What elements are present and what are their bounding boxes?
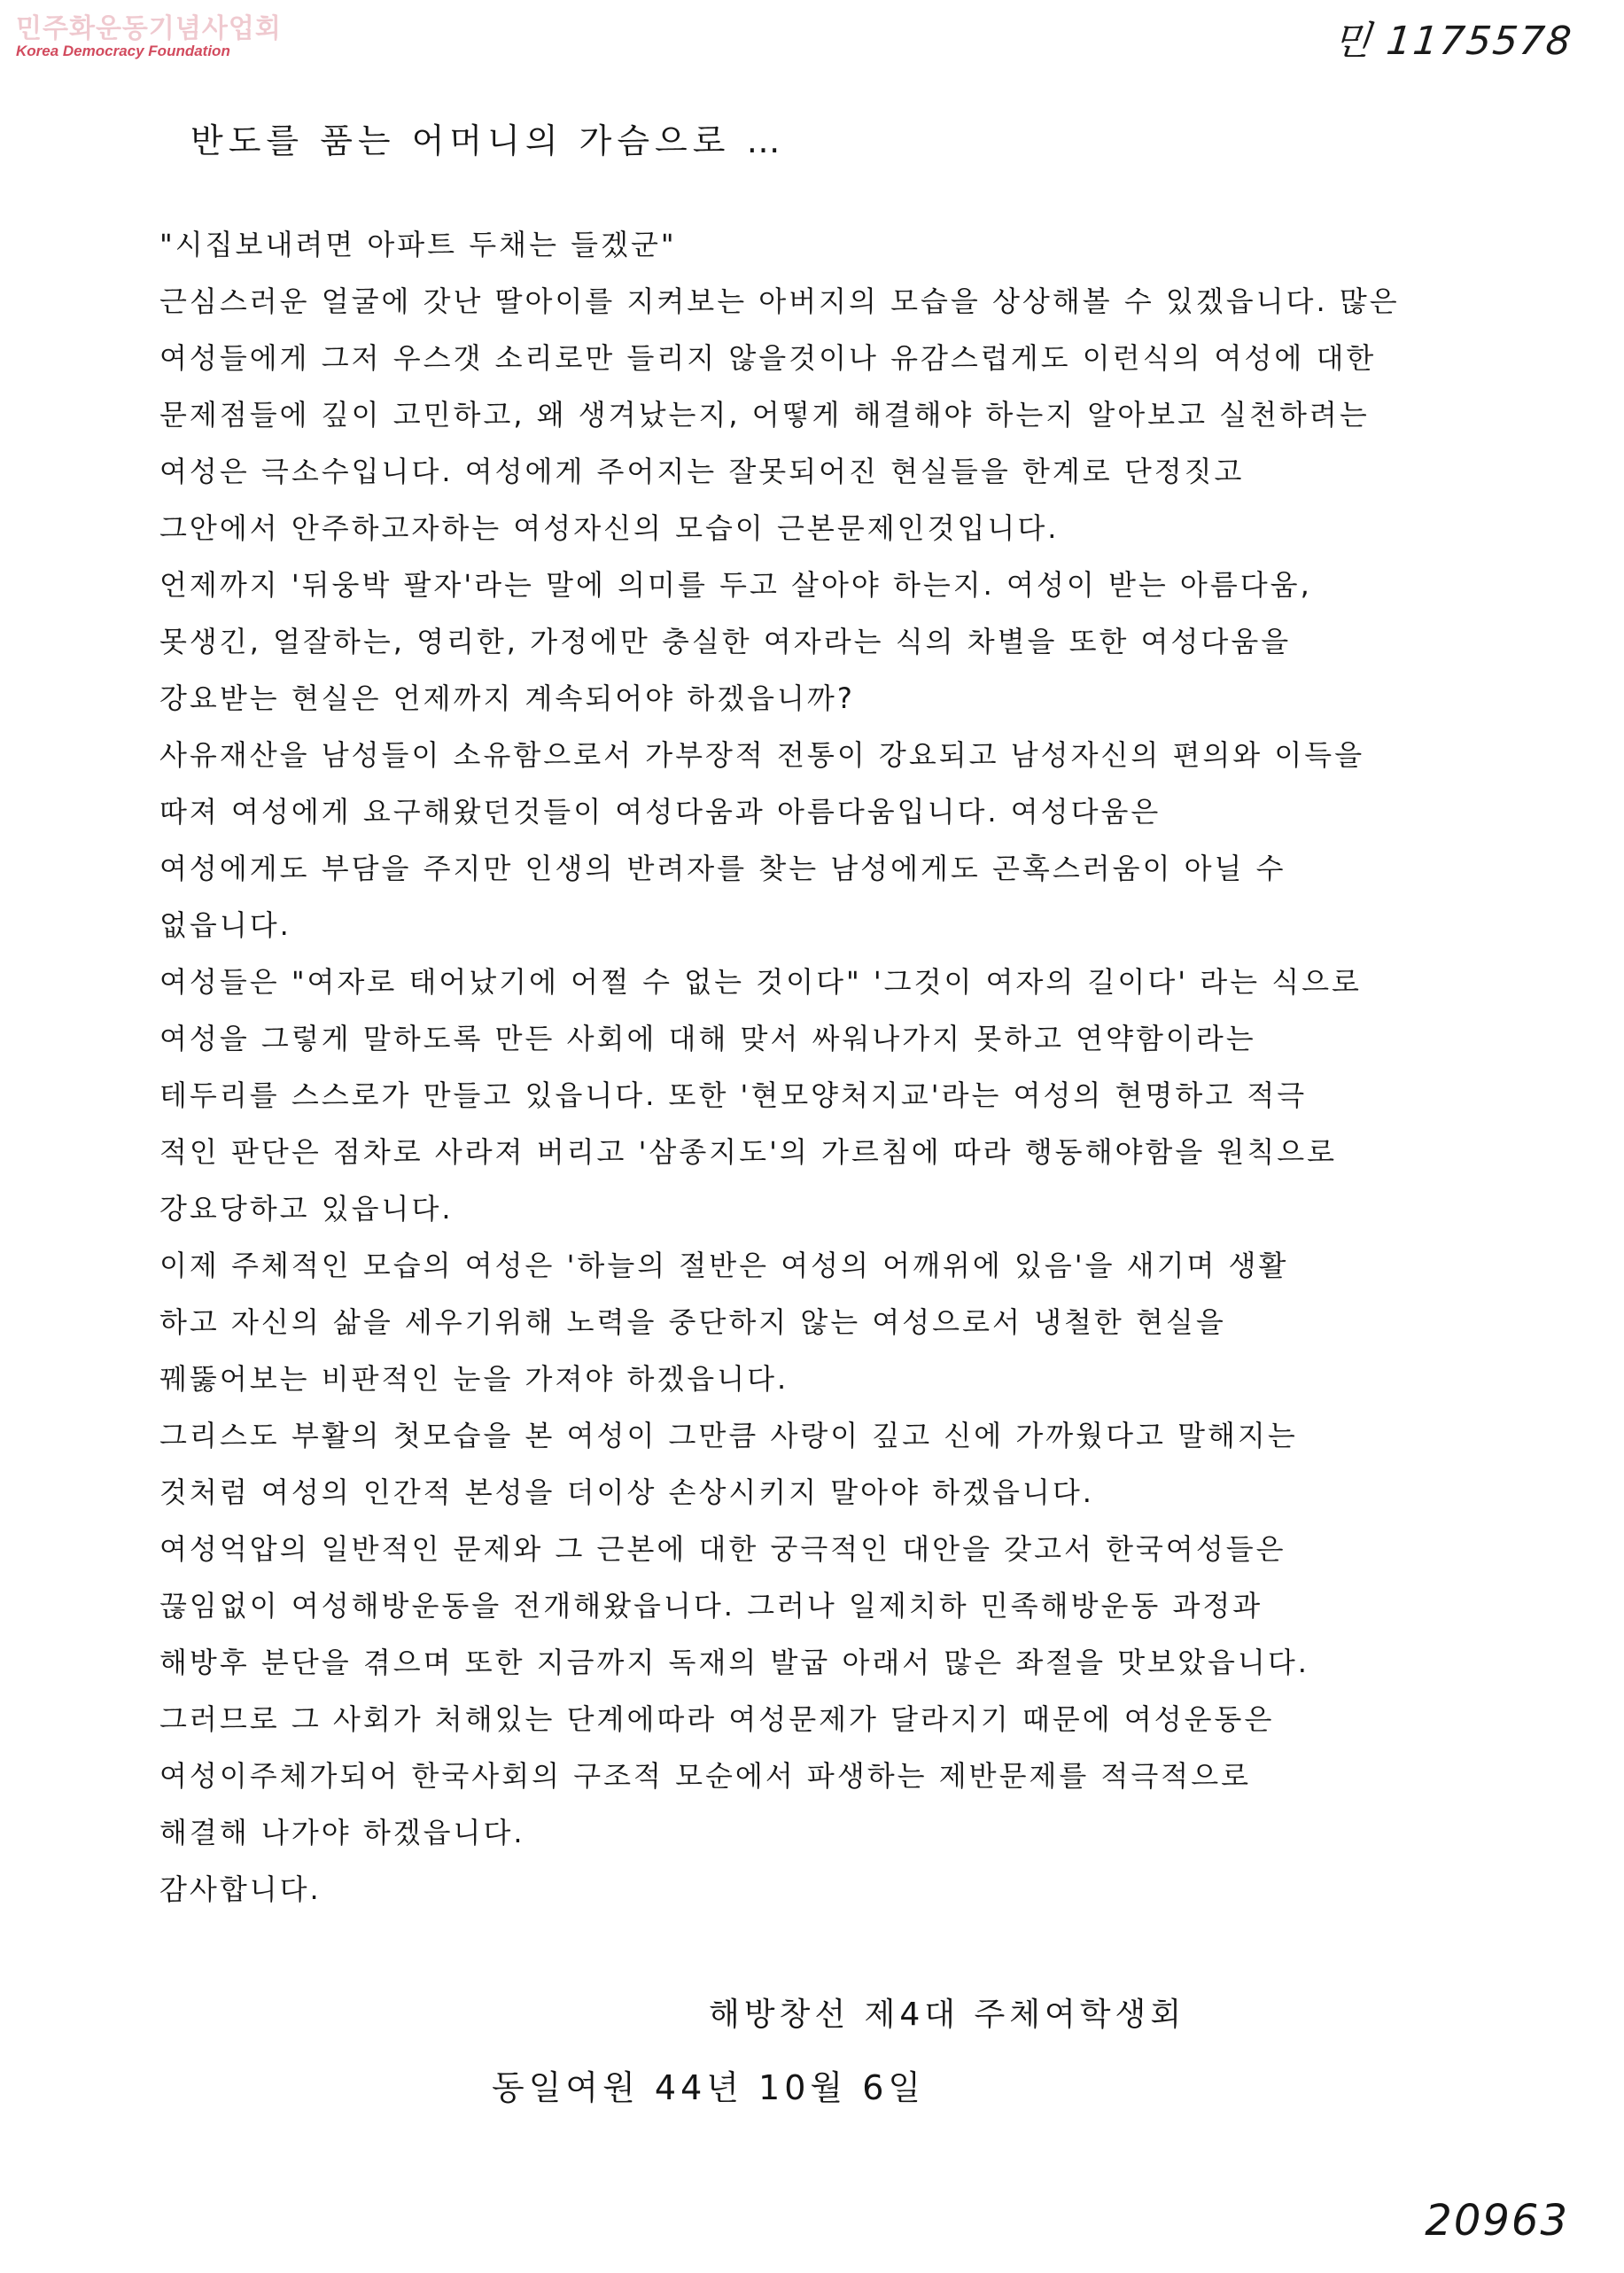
letter-line: 하고 자신의 삶을 세우기위해 노력을 중단하지 않는 여성으로서 냉철한 현실을 [159,1305,1226,1339]
letter-line: 그리스도 부활의 첫모습을 본 여성이 그만큼 사랑이 깊고 신에 가까웠다고 말해지는 [159,1419,1298,1452]
letter-line: 강요받는 현실은 언제까지 계속되어야 하겠읍니까? [159,681,855,715]
foundation-watermark [16,12,282,60]
letter-line: 못생긴, 얼잘하는, 영리한, 가정에만 충실한 여자라는 식의 차별을 또한 여성다움을 [159,625,1292,658]
letter-line: 근심스러운 얼굴에 갓난 딸아이를 지켜보는 아버지의 모습을 상상해볼 수 있겠읍니다. 많은 [159,284,1400,318]
letter-line: 없읍니다. [159,908,291,942]
letter-line: 따져 여성에게 요구해왔던것들이 여성다움과 아름다움입니다. 여성다움은 [159,795,1162,829]
watermark-korean: 민주화운동기념사업회 [16,13,282,44]
letter-line: 테두리를 스스로가 만들고 있읍니다. 또한 '현모양처지교'라는 여성의 현명하고 적극 [159,1078,1308,1112]
letter-line: "시집보내려면 아파트 두채는 들겠군" [159,228,677,261]
letter-title: 반도를 품는 어머니의 가슴으로 … [190,121,786,160]
letter-line: 적인 판단은 점차로 사라져 버리고 '삼종지도'의 가르침에 따라 행동해야함을 원칙으로 [159,1135,1338,1169]
letter-line: 것처럼 여성의 인간적 본성을 더이상 손상시키지 말아야 하겠읍니다. [159,1475,1094,1509]
signature: 해방창선 제4대 주체여학생회 [709,1997,1186,2033]
letter-line: 사유재산을 남성들이 소유함으로서 가부장적 전통이 강요되고 남성자신의 편의와 이득을 [159,738,1365,772]
page-number: 20963 [1425,2196,1569,2246]
letter-line: 강요당하고 있읍니다. [159,1192,454,1226]
letter-line: 언제까지 '뒤웅박 팔자'라는 말에 의미를 두고 살아야 하는지. 여성이 받는 아름다움, [159,568,1312,602]
letter-line: 문제점들에 깊이 고민하고, 왜 생겨났는지, 어떻게 해결해야 하는지 알아보고 실천하려는 [159,398,1370,432]
letter-line: 이제 주체적인 모습의 여성은 '하늘의 절반은 여성의 어깨위에 있음'을 새기며 생활 [159,1249,1289,1282]
letter-line: 여성이주체가되어 한국사회의 구조적 모순에서 파생하는 제반문제를 적극적으로 [159,1759,1252,1793]
letter-line: 그러므로 그 사회가 처해있는 단계에따라 여성문제가 달라지기 때문에 여성운동은 [159,1702,1275,1736]
letter-line: 그안에서 안주하고자하는 여성자신의 모습이 근본문제인것입니다. [159,511,1060,545]
letter-line: 꿰뚫어보는 비판적인 눈을 가져야 하겠읍니다. [159,1362,789,1396]
date-line: 동일여원 44년 10월 6일 [492,2068,926,2107]
letter-line: 여성들에게 그저 우스갯 소리로만 들리지 않을것이나 유감스럽게도 이런식의 여성에 대한 [159,341,1377,375]
letter-line: 끊임없이 여성해방운동을 전개해왔읍니다. 그러나 일제치하 민족해방운동 과정과 [159,1589,1263,1623]
letter-line: 감사합니다. [159,1872,322,1906]
letter-line: 여성을 그렇게 말하도록 만든 사회에 대해 맞서 싸워나가지 못하고 연약함이라는 [159,1022,1256,1055]
letter-body [159,216,1542,1918]
document-id: 민 1175578 [1330,19,1575,64]
watermark-english: Korea Democracy Foundation [16,43,230,59]
letter-line: 해방후 분단을 겪으며 또한 지금까지 독재의 발굽 아래서 많은 좌절을 맛보았읍니다. [159,1646,1309,1679]
letter-line: 여성들은 "여자로 태어났기에 어쩔 수 없는 것이다" '그것이 여자의 길이다' 라는 식으로 [159,965,1362,999]
letter-line: 여성억압의 일반적인 문제와 그 근본에 대한 궁극적인 대안을 갖고서 한국여성들은 [159,1532,1286,1566]
letter-line: 여성에게도 부담을 주지만 인생의 반려자를 찾는 남성에게도 곤혹스러움이 아닐 수 [159,852,1286,885]
letter-line: 여성은 극소수입니다. 여성에게 주어지는 잘못되어진 현실들을 한계로 단정짓고 [159,455,1245,488]
letter-line: 해결해 나가야 하겠읍니다. [159,1816,525,1849]
